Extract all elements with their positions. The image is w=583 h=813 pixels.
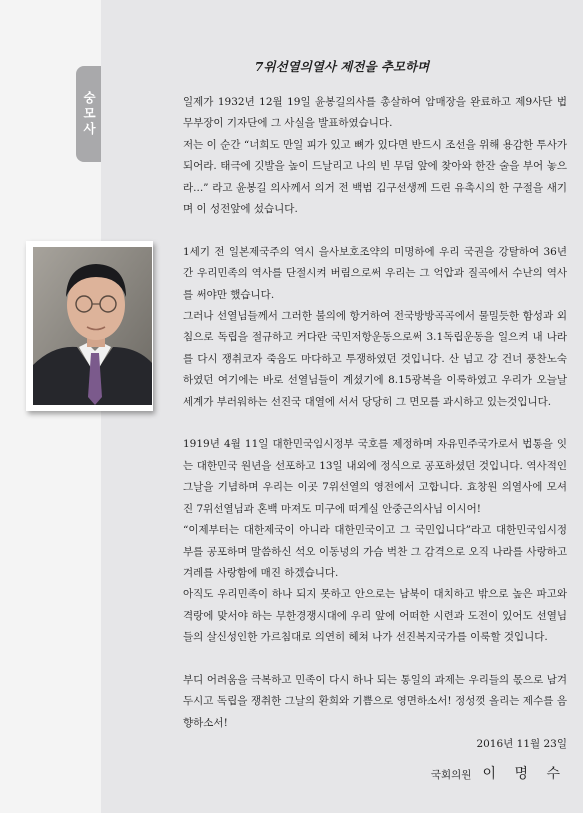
- signature-name: 이 명 수: [482, 766, 567, 782]
- section-tab: [76, 66, 101, 162]
- body-paragraph: 일제가 1932년 12월 19일 윤봉길의사를 총살하여 암매장을 완료하고 제9사단 법무부장이 기자단에 그 사실을 발표하였습니다.: [183, 96, 567, 130]
- document-title: 7위선열의열사 제전을 추모하며: [254, 59, 430, 74]
- body-paragraph: “이제부터는 대한제국이 아니라 대한민국이고 그 국민입니다”라고 대한민국임시정부를 공포하며 말씀하신 석오 이동녕의 가슴 벅찬 그 감격으로 오직 나라를 사랑하고 겨레를 사랑함에 매진 하겠습니다.: [183, 524, 567, 579]
- body-paragraph: 1세기 전 일본제국주의 역시 을사보호조약의 미명하에 우리 국권을 강탈하여 36년간 우리민족의 역사를 단절시켜 버림으로써 우리는 그 억압과 질곡에서 수난의 역사를 써야만 했습니다.: [183, 245, 567, 301]
- section-tab-label: 숭모사: [81, 90, 97, 138]
- body-paragraph: 아직도 우리민족이 하나 되지 못하고 안으로는 남북이 대치하고 밖으로 높은 파고와 격랑에 맞서야 하는 무한경쟁시대에 우리 앞에 어떠한 시련과 도전이 있어도 선열님들의 살신성인한 가르침대로 의연히 헤쳐 나가 선진복지국가를 이룩할 것입니다.: [183, 588, 567, 644]
- body-paragraph: 1919년 4월 11일 대한민국임시정부 국호를 제정하며 자유민주국가로서 법통을 잇는 대한민국 원년을 선포하고 13일 내외에 정식으로 공포하셨던 것입니다. 역사적인 그날을 기념하며 우리는 이곳 7위선열의 영전에서 고합니다. 효창원 의열사에 모셔진 7위선열님과 혼백 마져도 미구에 떠게실 안중근의사님 이시어!: [183, 438, 567, 515]
- document-date: 2016년 11월 23일: [476, 738, 567, 750]
- document-body: [183, 92, 567, 734]
- body-paragraph: 그러나 선열님들께서 그러한 불의에 항거하여 전국방방곡곡에서 물밀듯한 함성과 외침으로 독립을 절규하고 커다란 국민저항운동으로써 3.1독립운동을 일으켜 내 나라를 다시 쟁취코자 죽음도 마다하고 투쟁하였던 것입니다. 산 넘고 강 건너 풍찬노숙 하였던 여기에는 바로 선열님들이 계셨기에 8.15광복을 이룩하였고 우리가 오늘날 세계가 부러워하는 선진국 대열에 서서 당당히 그 면모를 과시하고 있는것입니다.: [183, 310, 567, 408]
- body-paragraph: 부디 어려움을 극복하고 민족이 다시 하나 되는 통일의 과제는 우리들의 몫으로 남겨두시고 독립을 쟁취한 그날의 환희와 기쁨으로 영면하소서! 정성껏 올리는 제수를 음향하소서!: [183, 673, 567, 729]
- body-paragraph: 저는 이 순간 “너희도 만일 피가 있고 뼈가 있다면 반드시 조선을 위해 용감한 투사가 되어라. 태극에 깃발을 높이 드날리고 나의 빈 무덤 앞에 찾아와 한잔 술을 부어 놓으라...” 라고 윤봉길 의사께서 의거 전 백범 김구선생께 드린 유촉시의 한 구절을 새기며 이 성전앞에 섰습니다.: [183, 138, 567, 216]
- signature: [380, 763, 567, 783]
- portrait-photo: [33, 247, 152, 405]
- signature-role: 국회의원: [430, 769, 472, 781]
